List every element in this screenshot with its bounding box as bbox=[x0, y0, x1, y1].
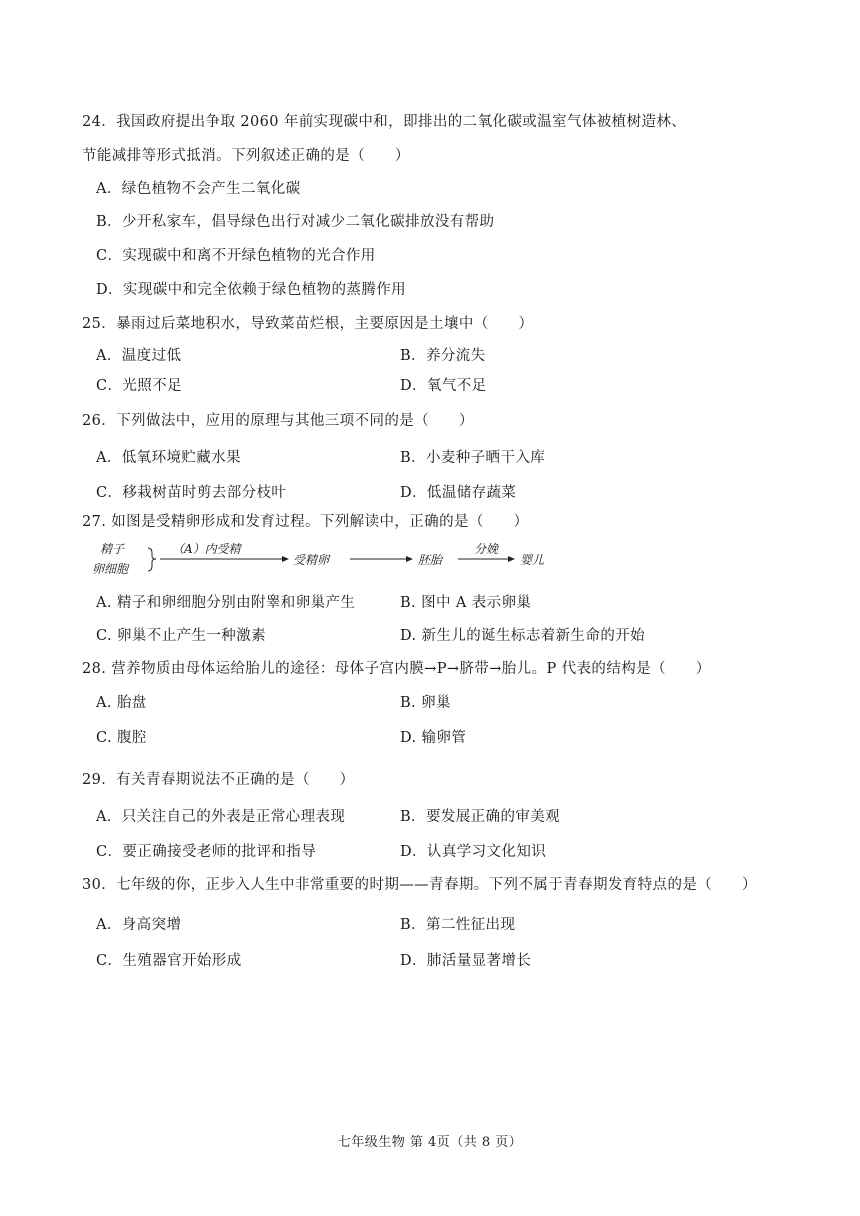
question-30-option-d: D．肺活量显著增长 bbox=[400, 953, 532, 969]
question-24-option-d: D．实现碳中和完全依赖于绿色植物的蒸腾作用 bbox=[96, 282, 407, 298]
question-26-option-b: B．小麦种子晒干入库 bbox=[400, 450, 546, 466]
question-24-option-a: A．绿色植物不会产生二氧化碳 bbox=[96, 181, 301, 197]
question-25-stem: 25．暴雨过后菜地积水，导致菜苗烂根，主要原因是土壤中（ ） bbox=[82, 316, 534, 332]
question-28-stem: 28. 营养物质由母体运给胎儿的途径：母体子宫内膜→P→脐带→胎儿。P 代表的结构是（ ） bbox=[82, 661, 711, 677]
question-30-option-c: C．生殖器官开始形成 bbox=[96, 953, 242, 969]
arrow-head-2 bbox=[406, 556, 413, 562]
diagram-sperm-label: 精子 bbox=[100, 542, 125, 556]
question-25-option-c: C．光照不足 bbox=[96, 378, 182, 394]
fertilization-flow-diagram bbox=[88, 540, 608, 580]
question-24-option-c: C．实现碳中和离不开绿色植物的光合作用 bbox=[96, 248, 376, 264]
question-26-option-c: C．移栽树苗时剪去部分枝叶 bbox=[96, 485, 287, 501]
question-25-option-a: A．温度过低 bbox=[96, 348, 182, 364]
question-29-stem: 29．有关青春期说法不正确的是（ ） bbox=[82, 772, 355, 788]
question-28-option-d: D. 输卵管 bbox=[400, 730, 467, 746]
page-footer: 七年级生物 第 4页（共 8 页） bbox=[337, 1135, 523, 1150]
question-24-stem-line-2: 节能减排等形式抵消。下列叙述正确的是（ ） bbox=[82, 148, 410, 164]
question-30-option-a: A．身高突增 bbox=[96, 917, 182, 933]
diagram-step3-label: 分娩 bbox=[474, 542, 499, 556]
question-27-stem: 27. 如图是受精卵形成和发育过程。下列解读中，正确的是（ ） bbox=[82, 514, 529, 530]
question-27-option-d: D. 新生儿的诞生标志着新生命的开始 bbox=[400, 628, 646, 644]
question-26-option-a: A．低氧环境贮藏水果 bbox=[96, 450, 241, 466]
question-24-stem-line-1: 24．我国政府提出争取 2060 年前实现碳中和，即排出的二氧化碳或温室气体被植树造林、 bbox=[82, 114, 687, 130]
question-29-option-a: A．只关注自己的外表是正常心理表现 bbox=[96, 809, 346, 825]
question-29-option-d: D．认真学习文化知识 bbox=[400, 844, 547, 860]
brace-icon bbox=[148, 548, 156, 571]
diagram-zygote-label: 受精卵 bbox=[293, 553, 330, 567]
question-28-option-b: B. 卵巢 bbox=[400, 695, 451, 711]
question-26-stem: 26．下列做法中，应用的原理与其他三项不同的是（ ） bbox=[82, 413, 474, 429]
diagram-embryo-label: 胚胎 bbox=[418, 553, 443, 567]
question-29-option-b: B．要发展正确的审美观 bbox=[400, 809, 561, 825]
question-27-option-a: A. 精子和卵细胞分别由附睾和卵巢产生 bbox=[96, 595, 356, 611]
question-28-option-a: A. 胎盘 bbox=[96, 695, 147, 711]
question-27-option-c: C. 卵巢不止产生一种激素 bbox=[96, 628, 266, 644]
question-29-option-c: C．要正确接受老师的批评和指导 bbox=[96, 844, 317, 860]
diagram-baby-label: 婴儿 bbox=[520, 553, 545, 567]
question-30-stem: 30．七年级的你，正步入人生中非常重要的时期——青春期。下列不属于青春期发育特点的是（ ） bbox=[82, 877, 757, 893]
question-25-option-b: B．养分流失 bbox=[400, 348, 486, 364]
diagram-step1-label: （A）内受精 bbox=[172, 542, 241, 556]
arrow-head-1 bbox=[282, 556, 289, 562]
question-28-option-c: C. 腹腔 bbox=[96, 730, 147, 746]
question-26-option-d: D．低温储存蔬菜 bbox=[400, 485, 517, 501]
arrow-head-3 bbox=[508, 556, 515, 562]
question-25-option-d: D．氧气不足 bbox=[400, 378, 487, 394]
question-30-option-b: B．第二性征出现 bbox=[400, 917, 516, 933]
question-27-option-b: B. 图中 A 表示卵巢 bbox=[400, 595, 532, 611]
question-24-option-b: B．少开私家车，倡导绿色出行对减少二氧化碳排放没有帮助 bbox=[96, 214, 495, 230]
diagram-egg-label: 卵细胞 bbox=[92, 562, 129, 576]
